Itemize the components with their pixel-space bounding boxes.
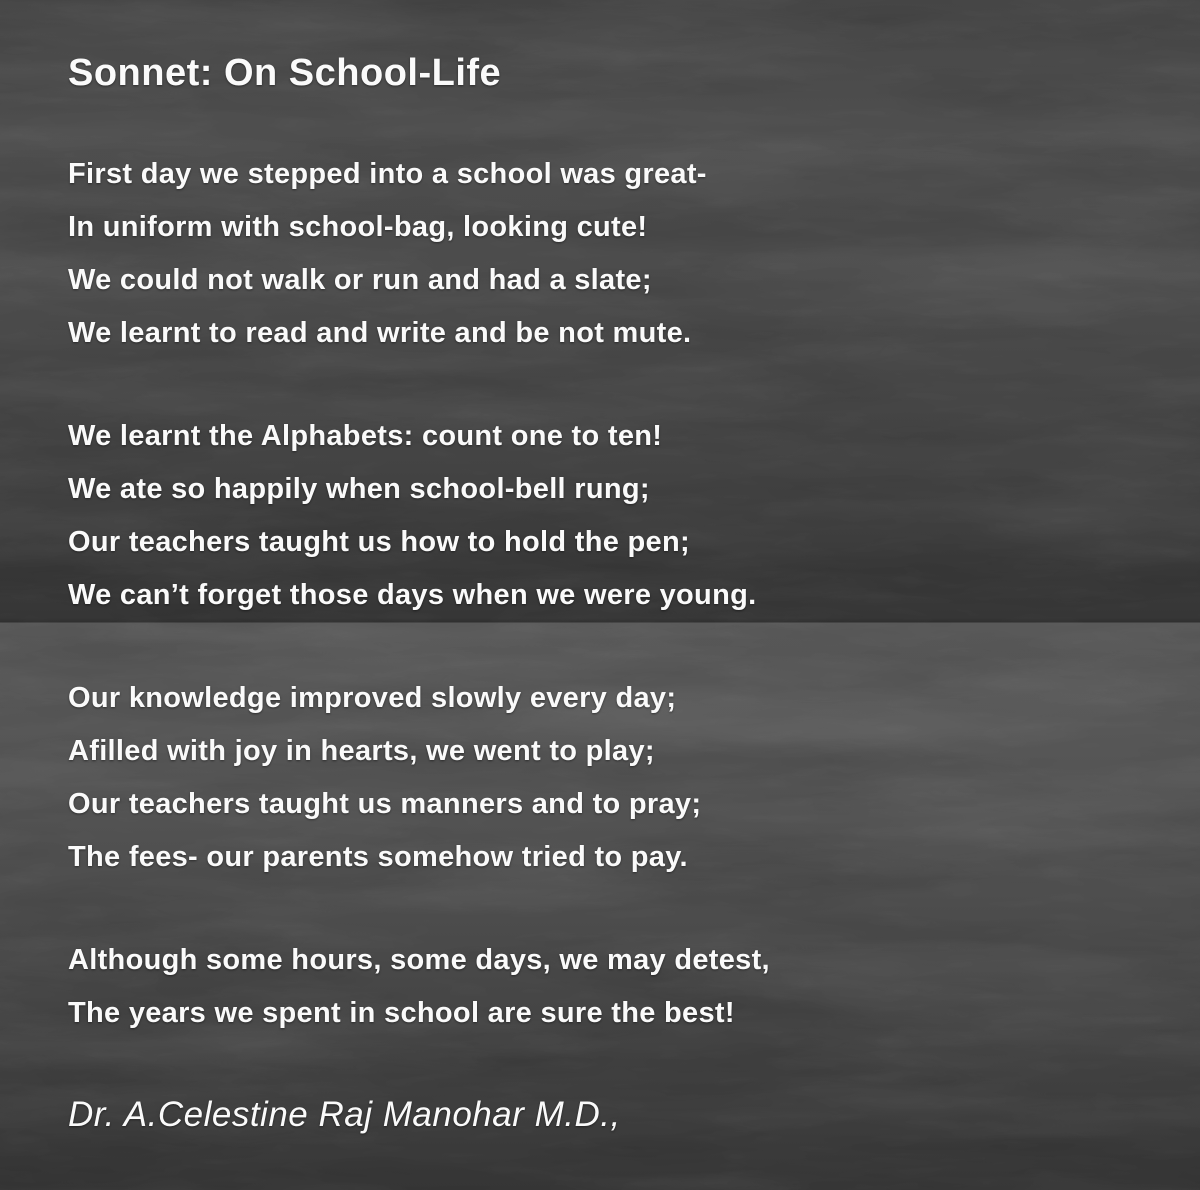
poem-line: We could not walk or run and had a slate; (68, 264, 652, 296)
poem-line: The years we spent in school are sure the best! (68, 997, 735, 1029)
stanza-2 (68, 410, 1150, 622)
poem-line: In uniform with school-bag, looking cute! (68, 211, 648, 243)
poem-line: Afilled with joy in hearts, we went to play; (68, 735, 655, 767)
poem-line: First day we stepped into a school was great- (68, 158, 707, 190)
stanza-1 (68, 148, 1150, 360)
poem-line: Our knowledge improved slowly every day; (68, 682, 677, 714)
poem-line: We learnt the Alphabets: count one to ten! (68, 420, 663, 452)
poem-line: We learnt to read and write and be not mute. (68, 317, 692, 349)
stanza-3 (68, 672, 1150, 884)
poem-line: We ate so happily when school-bell rung; (68, 473, 650, 505)
poem-author: Dr. A.Celestine Raj Manohar M.D., (68, 1095, 621, 1134)
stanza-4 (68, 934, 1150, 1040)
poem-line: We can’t forget those days when we were young. (68, 579, 757, 611)
poem-line: Our teachers taught us manners and to pray; (68, 788, 702, 820)
poem-line: Our teachers taught us how to hold the pen; (68, 526, 690, 558)
poem-line: The fees- our parents somehow tried to pay. (68, 841, 688, 873)
poem-title: Sonnet: On School-Life (68, 52, 502, 94)
poem-line: Although some hours, some days, we may detest, (68, 944, 770, 976)
